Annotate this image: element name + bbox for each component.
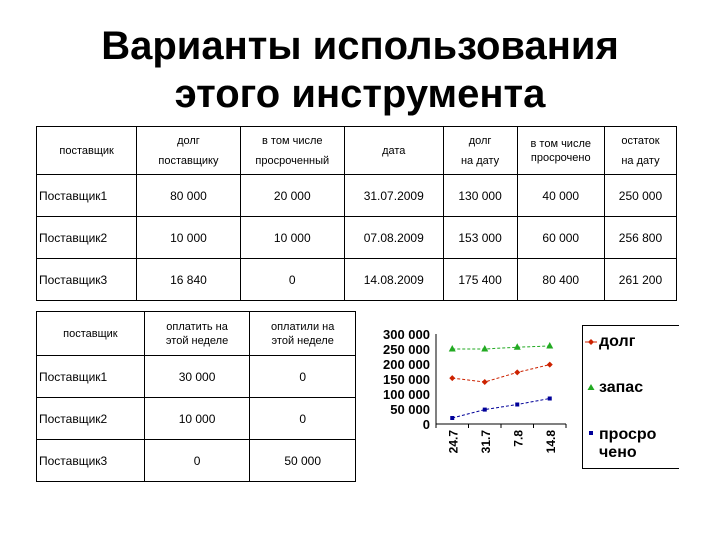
header-debt-line-1: долг — [177, 134, 200, 147]
cell-pay: 0 — [144, 440, 250, 482]
legend-label-overdue-line-1: просро — [599, 426, 657, 443]
cell-overdue-on-date: 80 400 — [517, 259, 604, 301]
table-row — [37, 356, 356, 398]
header-overdue-on-date — [517, 127, 604, 175]
y-tick-label: 50 000 — [390, 402, 430, 417]
legend-label-overdue — [599, 426, 656, 462]
data-point-overdue — [515, 403, 519, 407]
header-overdue — [240, 127, 344, 175]
table-header-row — [37, 312, 356, 356]
header-pay-this-week — [144, 312, 250, 356]
cell-date: 14.08.2009 — [344, 259, 443, 301]
cell-debt: 10 000 — [137, 217, 240, 259]
cell-paid: 50 000 — [250, 440, 356, 482]
legend-label-stock: запас — [599, 379, 644, 396]
legend-marker-debt — [588, 339, 594, 345]
header-supplier: поставщик — [37, 312, 145, 356]
data-point-debt — [449, 375, 455, 381]
cell-supplier: Поставщик2 — [37, 217, 137, 259]
cell-date: 07.08.2009 — [344, 217, 443, 259]
header-pay-line-1: оплатить на — [166, 320, 228, 333]
line-chart-svg — [368, 320, 578, 470]
payments-table — [36, 311, 356, 482]
cell-date: 31.07.2009 — [344, 175, 443, 217]
cell-overdue-on-date: 40 000 — [517, 175, 604, 217]
data-point-debt — [547, 362, 553, 368]
cell-supplier: Поставщик1 — [37, 356, 145, 398]
cell-supplier: Поставщик2 — [37, 398, 145, 440]
header-supplier: поставщик — [37, 127, 137, 175]
x-tick-label: 14.8 — [543, 430, 558, 454]
cell-overdue: 20 000 — [240, 175, 344, 217]
data-point-overdue — [483, 408, 487, 412]
x-tick-label: 7.8 — [511, 430, 526, 447]
slide-title-line-1: Варианты использования — [101, 24, 619, 68]
data-point-stock — [481, 345, 488, 352]
header-overdue-on-date-line-2: просрочено — [530, 151, 591, 164]
debt-table — [36, 126, 677, 301]
header-overdue-line-1: в том числе — [262, 134, 323, 147]
header-paid-this-week — [250, 312, 356, 356]
cell-debt: 80 000 — [137, 175, 240, 217]
slide-title — [0, 22, 720, 118]
cell-supplier: Поставщик3 — [37, 440, 145, 482]
cell-debt: 16 840 — [137, 259, 240, 301]
data-point-overdue — [450, 416, 454, 420]
legend-markers — [583, 326, 599, 468]
cell-remainder: 250 000 — [604, 175, 676, 217]
cell-paid: 0 — [250, 356, 356, 398]
cell-overdue-on-date: 60 000 — [517, 217, 604, 259]
cell-remainder: 256 800 — [604, 217, 676, 259]
slide-title-line-2: этого инструмента — [174, 72, 546, 116]
data-point-overdue — [548, 397, 552, 401]
header-debt — [137, 127, 240, 175]
x-tick-label: 31.7 — [478, 430, 493, 454]
table-header-row — [37, 127, 677, 175]
data-point-debt — [514, 369, 520, 375]
header-pay-line-2: этой неделе — [165, 334, 229, 347]
x-tick-label: 24.7 — [446, 430, 461, 454]
cell-paid: 0 — [250, 398, 356, 440]
legend-marker-overdue — [589, 431, 593, 435]
header-date: дата — [344, 127, 443, 175]
table-row — [37, 175, 677, 217]
table-row — [37, 398, 356, 440]
header-overdue-line-2: просроченный — [255, 154, 330, 167]
data-point-stock — [514, 343, 521, 350]
cell-debt-on-date: 153 000 — [443, 217, 517, 259]
cell-pay: 10 000 — [144, 398, 250, 440]
data-point-debt — [482, 379, 488, 385]
series-line-1 — [452, 346, 550, 349]
cell-remainder: 261 200 — [604, 259, 676, 301]
data-point-stock — [449, 345, 456, 352]
header-debt-on-date — [443, 127, 517, 175]
legend-marker-stock — [588, 384, 595, 390]
table-row — [37, 440, 356, 482]
header-overdue-on-date-line-1: в том числе — [530, 137, 591, 150]
y-tick-label: 100 000 — [383, 387, 430, 402]
line-chart — [368, 320, 578, 470]
header-debt-line-2: поставщику — [158, 154, 219, 167]
series-line-2 — [452, 399, 550, 419]
legend-label-debt: долг — [599, 333, 636, 350]
cell-debt-on-date: 130 000 — [443, 175, 517, 217]
legend-label-overdue-line-2: чено — [599, 444, 637, 461]
y-tick-label: 0 — [422, 417, 430, 432]
cell-pay: 30 000 — [144, 356, 250, 398]
data-point-stock — [546, 342, 553, 349]
header-debt-on-date-line-1: долг — [468, 134, 492, 147]
table-row — [37, 259, 677, 301]
cell-supplier: Поставщик1 — [37, 175, 137, 217]
header-remainder-line-2: на дату — [621, 154, 660, 167]
y-tick-label: 200 000 — [383, 357, 430, 372]
y-tick-label: 250 000 — [383, 342, 430, 357]
cell-supplier: Поставщик3 — [37, 259, 137, 301]
chart-legend — [582, 325, 679, 469]
cell-overdue: 0 — [240, 259, 344, 301]
header-debt-on-date-line-2: на дату — [460, 154, 500, 167]
y-tick-label: 300 000 — [383, 327, 430, 342]
header-paid-line-1: оплатили на — [270, 320, 335, 333]
table-row — [37, 217, 677, 259]
y-tick-label: 150 000 — [383, 372, 430, 387]
cell-debt-on-date: 175 400 — [443, 259, 517, 301]
header-remainder-line-1: остаток — [621, 134, 660, 147]
cell-overdue: 10 000 — [240, 217, 344, 259]
series-line-0 — [452, 365, 550, 382]
header-paid-line-2: этой неделе — [271, 334, 334, 347]
header-remainder — [604, 127, 676, 175]
